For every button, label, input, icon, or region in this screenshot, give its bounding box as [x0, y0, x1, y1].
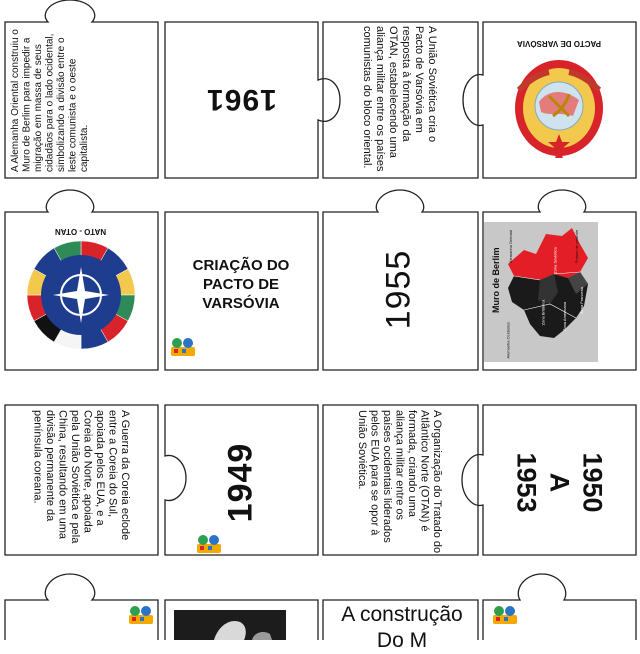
map-title: Muro de Berlim	[491, 247, 501, 313]
piece-year-1950-1953[interactable]	[484, 407, 634, 557]
year-range-end: 1953	[511, 451, 542, 513]
map-label-west: Alemanha Ocidental	[505, 322, 511, 359]
piece-row4-col4[interactable]	[484, 602, 634, 640]
year-range	[509, 452, 608, 512]
piece-warsaw-pact-title[interactable]	[166, 214, 316, 364]
map-label-checkpoints: Pontos de controle	[574, 229, 580, 264]
year-range-separator: A	[544, 472, 575, 492]
nato-emblem-icon	[25, 239, 137, 351]
year-label: 1949	[221, 442, 260, 522]
piece-nato-text[interactable]	[324, 407, 474, 557]
piece-row4-photo[interactable]	[166, 602, 316, 640]
piece-korean-war-text[interactable]	[6, 407, 156, 557]
nato-description: A Organização do Tratado do Atlântico Norte (OTAN) é formada, criando uma aliança militar entre os países ocidentais liderados pelos EUA para se opor à União Soviética.	[355, 410, 443, 554]
nato-caption: NATO - OTAN	[55, 227, 107, 236]
piece-berlin-wall-text[interactable]	[6, 24, 156, 174]
piece-warsaw-pact-emblem[interactable]	[484, 24, 634, 174]
brand-logo-icon	[492, 604, 518, 626]
piece-nato-emblem[interactable]	[6, 214, 156, 364]
map-label-east: Alemanha Oriental	[508, 229, 514, 264]
map-label-american: Zona Americana	[562, 301, 568, 332]
brand-logo-icon	[170, 336, 196, 358]
map-label-soviet: Zona Soviética	[552, 247, 558, 274]
piece-row4-col1[interactable]	[6, 602, 156, 640]
construction-text: A construção Do M	[341, 603, 463, 652]
piece-year-1961[interactable]	[166, 24, 316, 174]
brand-logo-icon	[196, 533, 222, 555]
map-label-british: Zona Britânica	[540, 299, 546, 326]
map-label-french: Zona Francesa	[578, 287, 584, 314]
korean-war-description: A Guerra da Coreia eclode entre a Coreia do Sul, apoiada pelos EUA, e a Coreia do Norte, apoiada pela União Soviética e pela China, resultando em uma divisão permanente da península coreana.	[31, 410, 131, 544]
historic-photo	[174, 610, 286, 640]
year-label: 1955	[379, 249, 418, 329]
piece-year-1949[interactable]	[166, 407, 316, 557]
year-range-start: 1950	[577, 451, 608, 513]
berlin-wall-description: A Alemanha Oriental construiu o Muro de Berlim para impedir a migração em massa de seus cidadãos para o lado ocidental, simbolizando a divisão entre o leste comunista e o oeste capitalista.	[10, 29, 90, 172]
piece-year-1955[interactable]	[324, 214, 474, 364]
warsaw-pact-emblem-icon	[509, 50, 609, 160]
emblem-caption: PACTO DE VARSÓVIA	[516, 38, 601, 48]
title-label: CRIAÇÃO DO PACTO DE VARSÓVIA	[192, 256, 290, 312]
piece-row4-construction-text[interactable]	[324, 602, 474, 652]
year-label: 1961	[205, 83, 277, 116]
piece-warsaw-pact-text[interactable]	[324, 24, 474, 174]
brand-logo-icon	[128, 604, 154, 626]
piece-berlin-map[interactable]	[484, 214, 634, 364]
warsaw-pact-description: A União Soviética cria o Pacto de Varsóvia em resposta à formação da OTAN, estabelecendo uma aliança militar entre os países comunistas do bloco oriental.	[361, 26, 438, 172]
